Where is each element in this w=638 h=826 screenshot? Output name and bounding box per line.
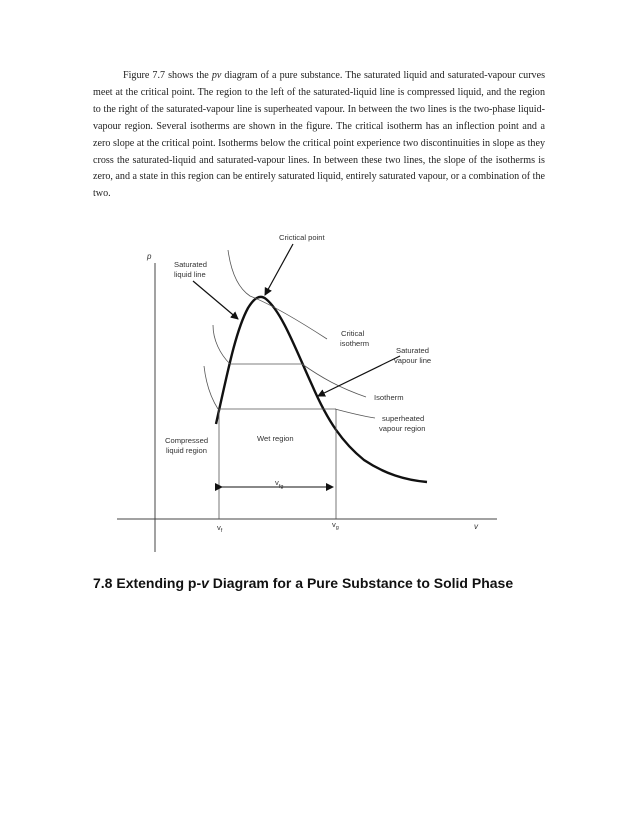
p-axis-label: p <box>147 252 152 261</box>
vg-tick-label <box>332 520 339 531</box>
saturated-liquid-label-line2: liquid line <box>174 270 206 279</box>
wet-region-label: Wet region <box>257 434 294 443</box>
critical-isotherm-label-line2: isotherm <box>340 339 370 348</box>
critical-isotherm <box>228 250 327 339</box>
critical-isotherm-label-line1: Critical <box>341 329 365 338</box>
paragraph-text-1: Figure 7.7 shows the <box>123 70 212 81</box>
saturation-dome <box>216 297 427 482</box>
superheated-label-line1: superheated <box>382 414 425 423</box>
vf-tick-label-sub: f <box>220 528 223 534</box>
section-heading <box>93 575 513 591</box>
section-heading-italic: v <box>201 575 209 591</box>
vfg-label-main: v <box>275 478 279 487</box>
vf-tick-label <box>217 523 223 534</box>
isotherm-label: Isotherm <box>374 393 404 402</box>
superheated-label-line2: vapour region <box>379 424 426 433</box>
saturated-liquid-arrow <box>193 281 238 319</box>
vfg-label-sub: fg <box>278 484 284 490</box>
isotherm-upper-right <box>302 364 366 397</box>
compressed-liquid-label-line1: Compressed <box>165 436 209 445</box>
vfg-label <box>275 478 283 490</box>
saturated-vapour-arrow <box>318 356 400 396</box>
vg-tick-label-main: v <box>332 520 336 529</box>
isotherm-upper-left <box>213 325 230 364</box>
v-axis-label: v <box>474 522 478 531</box>
isotherm-lower-right <box>335 409 375 418</box>
critical-point-arrow <box>265 244 293 295</box>
vg-tick-label-sub: g <box>335 525 339 531</box>
saturated-liquid-label-line1: Saturated <box>174 260 207 269</box>
saturated-vapour-label-line1: Saturated <box>396 346 429 355</box>
compressed-liquid-label-line2: liquid region <box>166 446 207 455</box>
saturated-vapour-label-line2: vapour line <box>394 356 432 365</box>
isotherm-lower-left <box>204 366 218 409</box>
critical-point-label: Crictical point <box>279 233 325 242</box>
section-heading-part2: Diagram for a Pure Substance to Solid Phase <box>208 575 514 591</box>
vf-tick-label-main: v <box>217 523 221 532</box>
paragraph-text-pv: pv <box>211 70 222 81</box>
section-heading-part1: 7.8 Extending p- <box>93 575 202 591</box>
paragraph-text-2: diagram of a pure substance. The saturated liquid and saturated-vapour curves meet at the critical point. The region to the left of the saturated-liquid line is compressed liquid, and the region to the right of the saturated-vapour line is superheated vapour. In between the two lines is the two-phase liquid-vapour region. Several isotherms are shown in the figure. The critical isotherm has an inflection point and a zero slope at the critical point. Isotherms below the critical point experience two discontinuities in slope as they cross the saturated-liquid and saturated-vapour lines. In between these two lines, the slope of the isotherms is zero, and a state in this region can be entirely saturated liquid, entirely saturated vapour, or a combination of the two. <box>93 70 546 200</box>
